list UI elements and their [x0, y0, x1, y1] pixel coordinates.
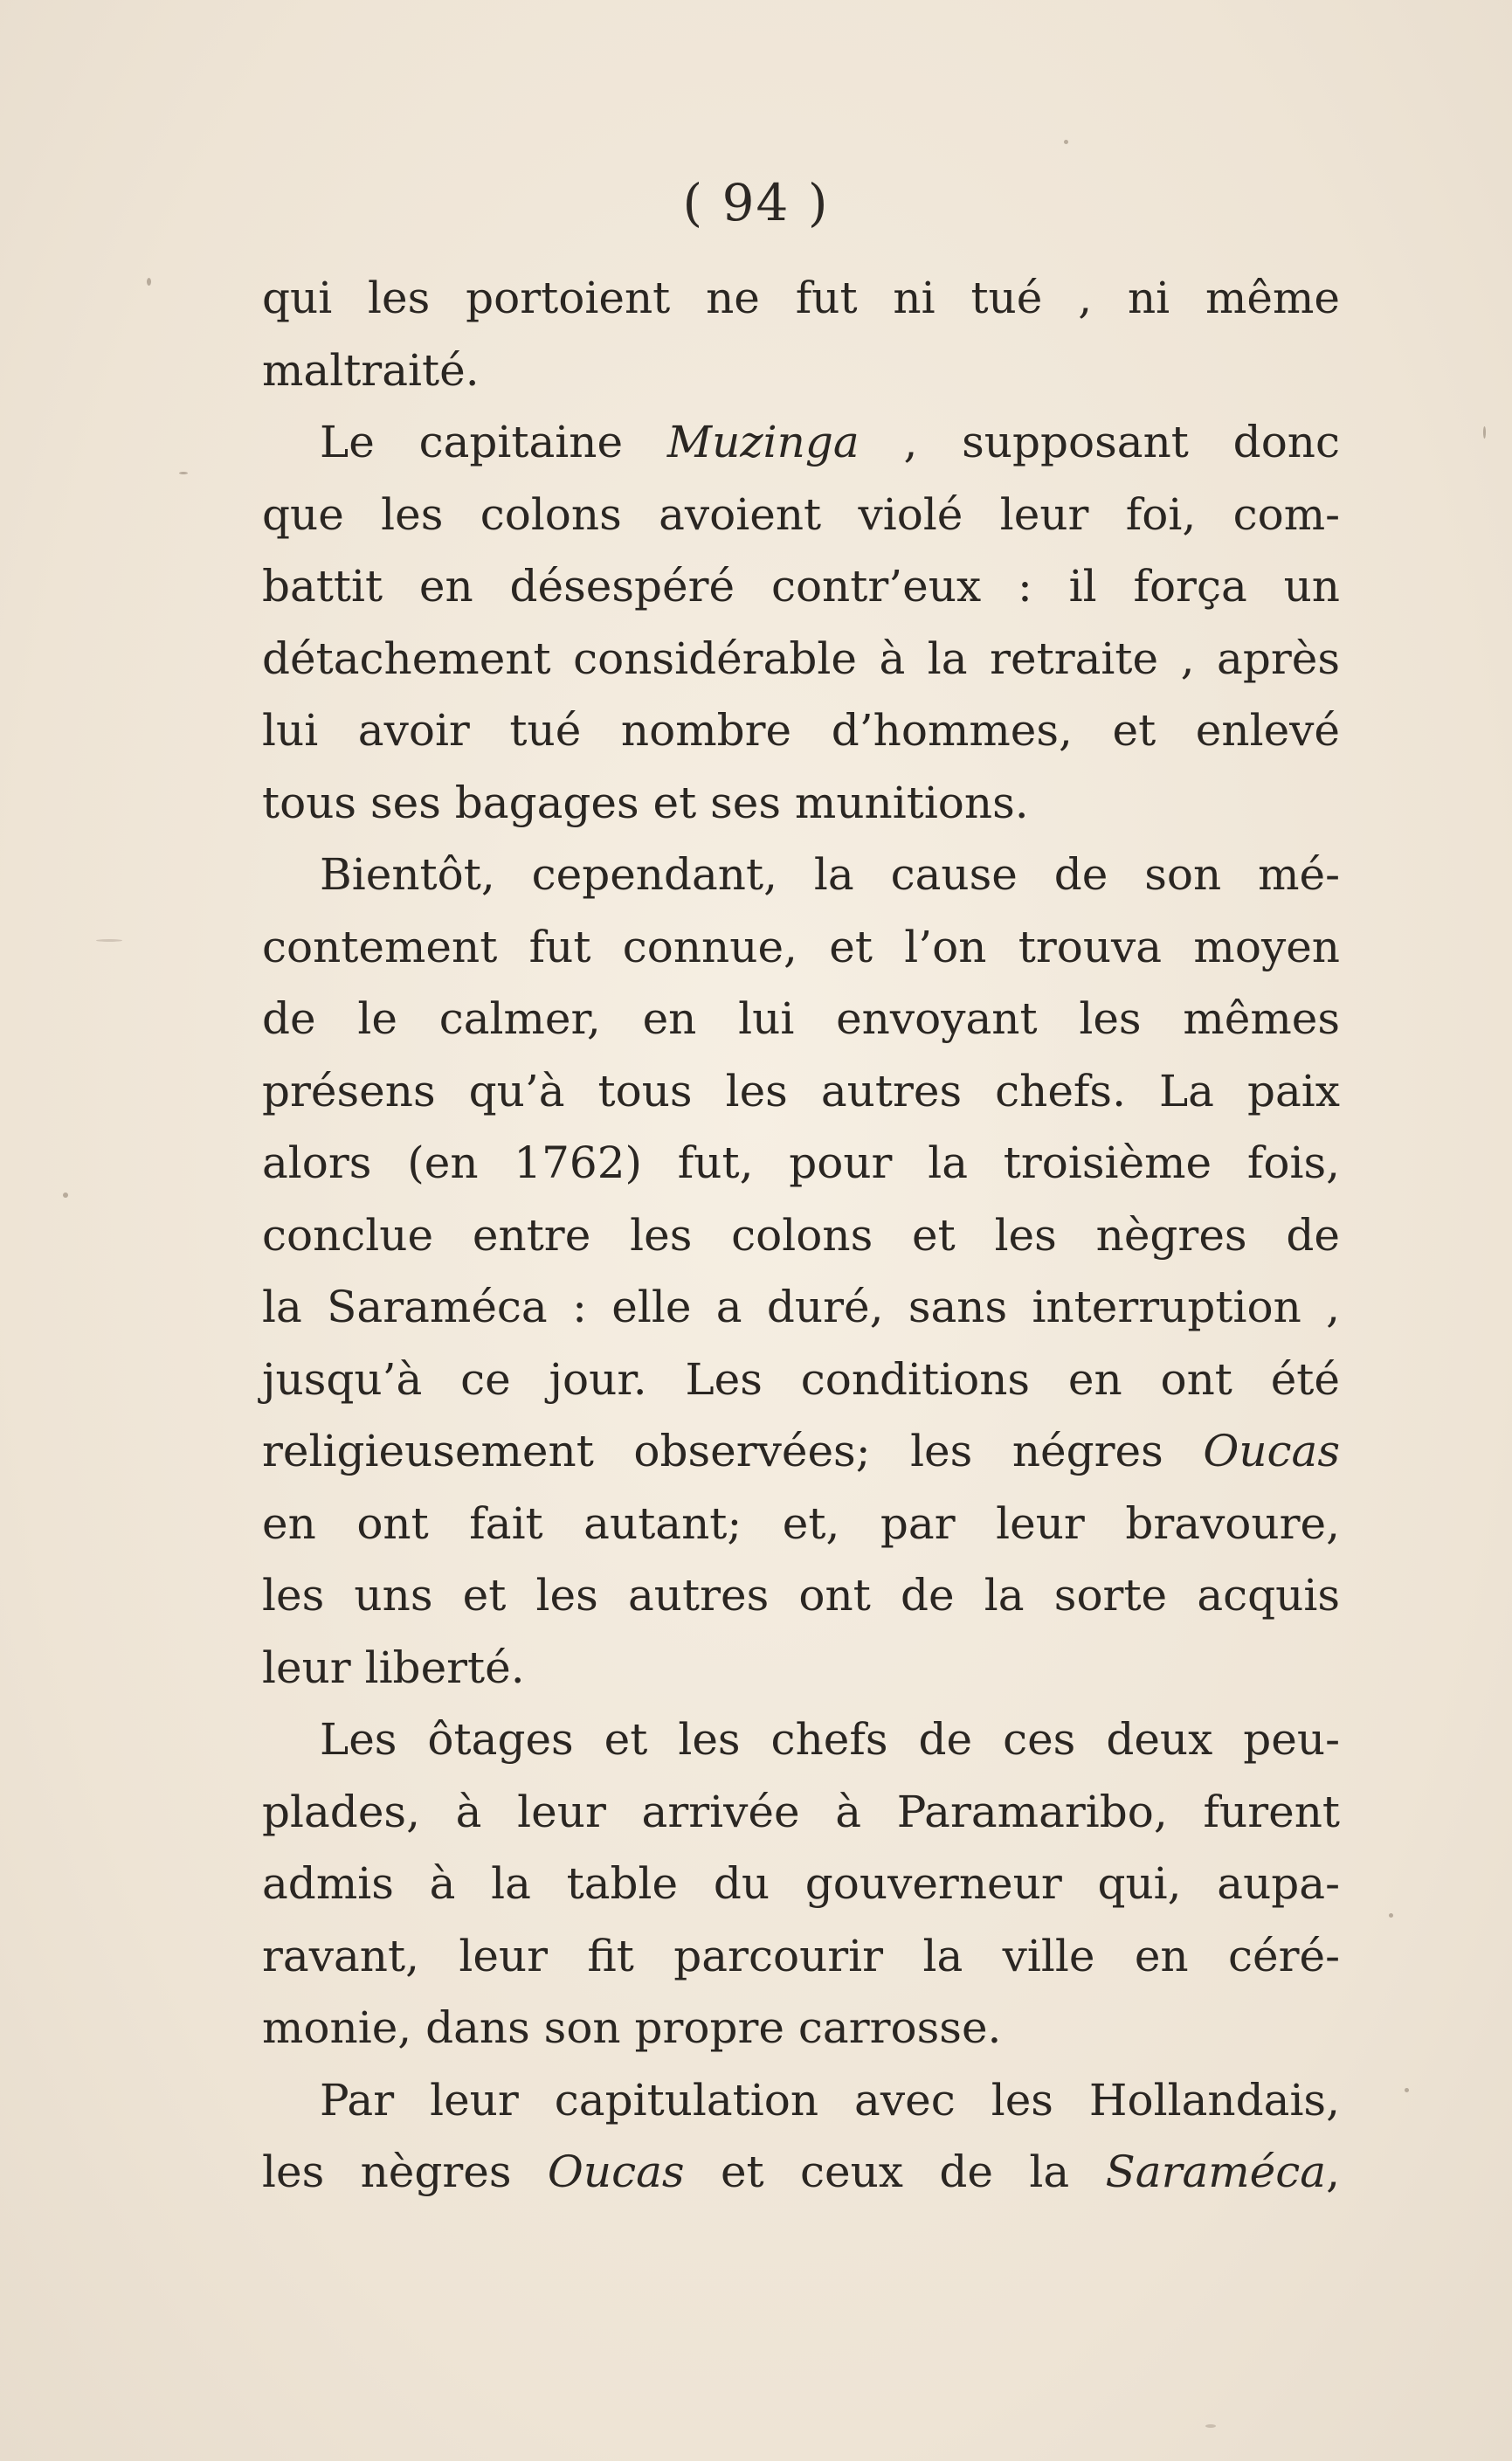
- italic-name: Saraméca: [1105, 2146, 1327, 2197]
- paper-speck: [1064, 140, 1068, 144]
- text-line: leur liberté.: [262, 1642, 525, 1693]
- text-run: , supposant donc: [859, 417, 1340, 467]
- text-line: maltraité.: [262, 344, 480, 396]
- text-line: lui avoir tué nombre d’hommes, et enlevé: [262, 705, 1340, 756]
- text-line: détachement considérable à la retraite , après: [262, 633, 1340, 684]
- text-line: présens qu’à tous les autres chefs. La paix: [262, 1065, 1340, 1116]
- page-number: ( 94 ): [682, 173, 830, 232]
- text-run: les nègres: [262, 2146, 548, 2197]
- text-line: Par leur capitulation avec les Hollandais,: [320, 2074, 1340, 2126]
- text-line: qui les portoient ne fut ni tué , ni même: [262, 273, 1340, 323]
- paper-speck: [1483, 426, 1486, 439]
- text-line: battit en désespéré contr’eux : il força un: [262, 561, 1340, 612]
- text-line: que les colons avoient violé leur foi, com-: [262, 488, 1340, 540]
- text-line: la Saraméca : elle a duré, sans interruption ,: [262, 1282, 1340, 1332]
- paper-speck: [1405, 2088, 1409, 2092]
- paper-speck: [1389, 1913, 1393, 1918]
- text-run: ,: [1326, 2146, 1340, 2197]
- text-line: ravant, leur fit parcourir la ville en céré-: [262, 1930, 1340, 1981]
- text-line: les uns et les autres ont de la sorte acquis: [262, 1570, 1340, 1621]
- paper-speck: [147, 278, 151, 286]
- text-line: conclue entre les colons et les nègres de: [262, 1209, 1340, 1261]
- paper-speck: [96, 939, 122, 942]
- text-line: admis à la table du gouverneur qui, aupa-: [262, 1858, 1340, 1909]
- text-line: jusqu’à ce jour. Les conditions en ont été: [262, 1353, 1340, 1405]
- text-line: Les ôtages et les chefs de ces deux peu-: [320, 1714, 1340, 1765]
- text-line: contement fut connue, et l’on trouva moyen: [262, 921, 1340, 972]
- text-line: en ont fait autant; et, par leur bravoure,: [262, 1497, 1340, 1549]
- text-run: Le capitaine: [320, 417, 667, 467]
- paper-speck: [1205, 2424, 1216, 2428]
- paper-speck: [179, 472, 188, 474]
- italic-name: Oucas: [1203, 1426, 1340, 1476]
- text-run: religieusement observées; les négres: [262, 1426, 1204, 1476]
- text-run: et ceux de la: [684, 2146, 1106, 2197]
- text-line: Bientôt, cependant, la cause de son mé-: [320, 849, 1340, 900]
- text-line: tous ses bagages et ses munitions.: [262, 777, 1029, 828]
- text-line: [262, 2136, 1340, 2209]
- text-line: alors (en 1762) fut, pour la troisième fois,: [262, 1137, 1340, 1188]
- italic-name: Oucas: [547, 2146, 685, 2197]
- text-line: [262, 1415, 1340, 1488]
- text-line: de le calmer, en lui envoyant les mêmes: [262, 993, 1340, 1044]
- text-line: [262, 406, 1340, 479]
- paper-speck: [63, 1192, 68, 1198]
- italic-name: Muzinga: [666, 417, 860, 467]
- text-line: plades, à leur arrivée à Paramaribo, furent: [262, 1786, 1340, 1837]
- body-text: [262, 262, 1340, 2209]
- text-line: monie, dans son propre carrosse.: [262, 2002, 1002, 2053]
